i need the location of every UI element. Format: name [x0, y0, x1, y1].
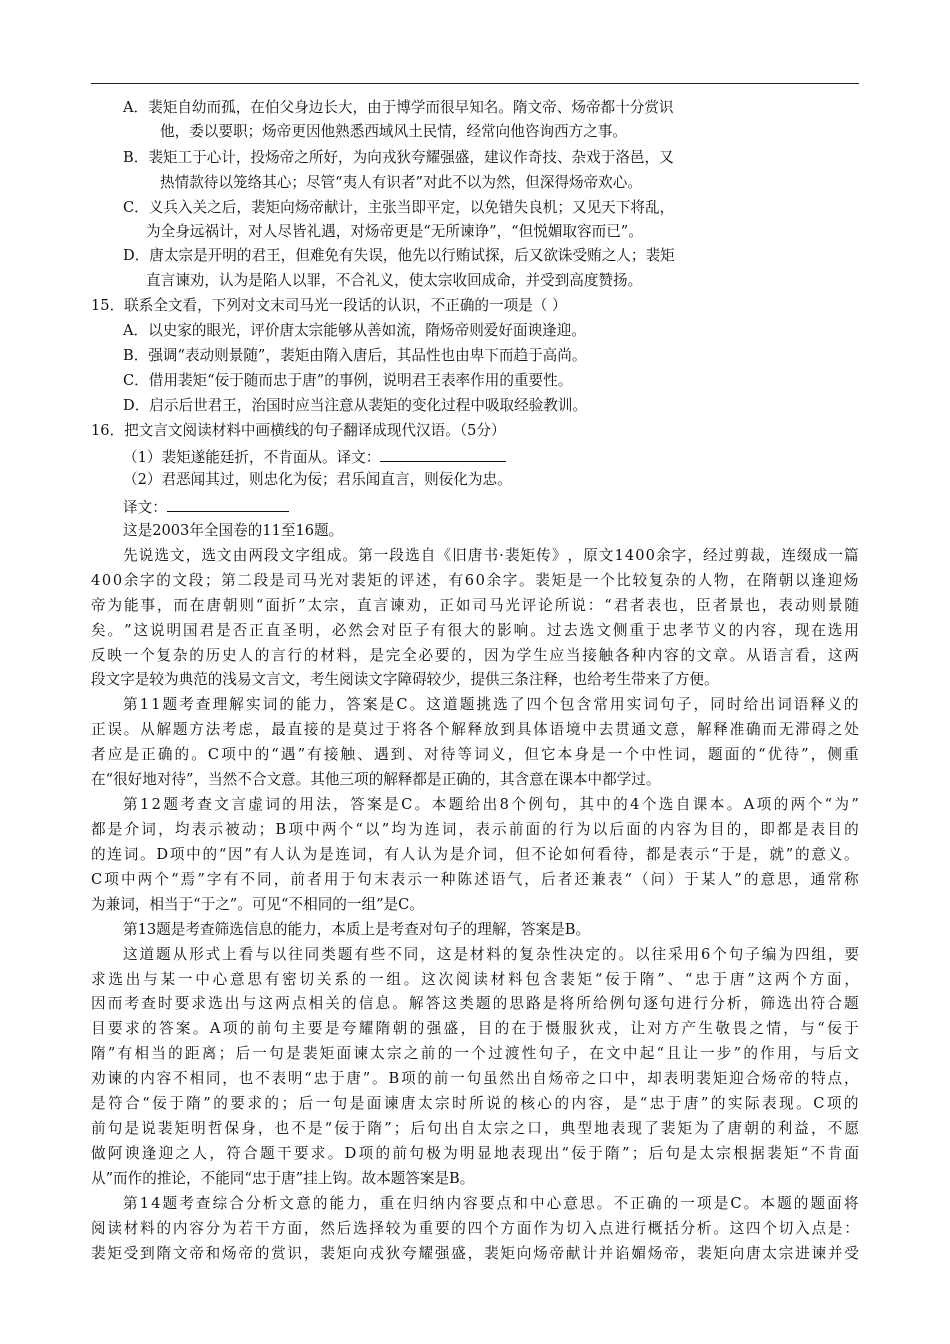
paragraph-line: 这 道 题 从 形 式 上 看 与 以 往 同 类 题 有 些 不 同 ， 这 是 材 料 的 复 杂 性 决 定 的 。 以 往 采 用 6 个 句 子 编 为 四 组 ， 要 — [123, 946, 859, 963]
paragraph-line: 者 应 是 正 确 的 。 C 项 中 的 “ 遇 ” 有 接 触 、 遇 到 、 对 待 等 词 义 ， 但 它 本 身 是 一 个 中 性 词 ， 题 面 的 “ 优 待 ” ， 侧 重 — [91, 746, 859, 763]
q16-sentence-1-text: （1）裴矩遂能廷折，不肯面从。译文： — [123, 449, 381, 466]
q15-option-a: A．以史家的眼光，评价唐太宗能够从善如流，隋炀帝则爱好面谀逢迎。 — [123, 322, 586, 339]
paragraph-line: 为兼词，相当于“于之”。可见“不相同的一组”是C。 — [91, 896, 424, 913]
paragraph-line: 4 0 0 余 字 的 文 段 ； 第 二 段 是 司 马 光 对 裴 矩 的 评 述 ， 有 6 0 余 字 。 裴 矩 是 一 个 比 较 复 杂 的 人 物 ， 在 隋 朝 以 逢 迎 炀 — [91, 572, 859, 589]
paragraph-line: 先 说 选 文 ， 选 文 由 两 段 文 字 组 成 。 第 一 段 选 自 《 旧 唐 书 · 裴 矩 传 》 ， 原 文 1 4 0 0 余 字 ， 经 过 剪 裁 ， 连 缀 成 一 篇 — [123, 547, 859, 564]
paragraph-line: 帝 为 能 事 ， 而 在 唐 朝 则 “ 面 折 ” 太 宗 ， 直 言 谏 劝 ， 正 如 司 马 光 评 论 所 说 ： “ 君 者 表 也 ， 臣 者 景 也 ， 表 动 则 景 随 — [91, 597, 859, 614]
paragraph-line: 段文字是较为典范的浅易文言文，考生阅读文字障碍较少，提供三条注释，也给考生带来了方便。 — [91, 671, 719, 688]
paragraph-line: 从”而作的推论，不能同“忠于唐”挂上钩。故本题答案是B。 — [91, 1170, 475, 1187]
paragraph-line: 因 而 考 查 时 要 求 选 出 与 这 两 点 相 关 的 信 息 。 解 答 这 类 题 的 思 路 是 将 所 给 例 句 逐 句 进 行 分 析 ， 筛 选 出 符 合 题 — [91, 995, 859, 1012]
paragraph-line: 劝 谏 的 内 容 不 相 同 ， 也 不 表 明 “ 忠 于 唐 ” 。 B 项 的 前 一 句 虽 然 出 自 炀 帝 之 口 中 ， 却 表 明 裴 矩 迎 合 炀 帝 的 特 点 ， — [91, 1070, 859, 1087]
commentary-intro: 这是2003年全国卷的11至16题。 — [123, 522, 344, 539]
q14-option-a-line1: A．裴矩自幼而孤，在伯父身边长大，由于博学而很早知名。隋文帝、炀帝都十分赏识 — [123, 99, 674, 116]
q14-option-b-line2: 热情款待以笼络其心；尽管“夷人有识者”对此不以为然，但深得炀帝欢心。 — [160, 174, 642, 191]
paragraph-line: 是 符 合 “ 佞 于 隋 ” 的 要 求 的 ； 后 一 句 是 面 谏 唐 太 宗 时 所 说 的 核 心 的 内 容 ， 是 “ 忠 于 唐 ” 的 实 际 表 现 。 C 项 的 — [91, 1095, 859, 1112]
paragraph-line: 裴 矩 受 到 隋 文 帝 和 炀 帝 的 赏 识 ， 裴 矩 向 戎 狄 夸 耀 强 盛 ， 裴 矩 向 炀 帝 献 计 并 谄 媚 炀 帝 ， 裴 矩 向 唐 太 宗 进 谏 并 受 — [91, 1245, 859, 1262]
paragraph-line: 在“很好地对待”，当然不合文意。其他三项的解释都是正确的，其含意在课本中都学过。 — [91, 771, 661, 788]
answer-blank-2[interactable] — [167, 496, 289, 512]
q16-translation — [123, 496, 289, 518]
q15-option-c: C．借用裴矩“佞于随而忠于唐”的事例，说明君王表率作用的重要性。 — [123, 372, 573, 389]
paragraph-line: 目 要 求 的 答 案 。 A 项 的 前 句 主 要 是 夸 耀 隋 朝 的 强 盛 ， 目 的 在 于 慑 服 狄 戎 ， 让 对 方 产 生 敬 畏 之 情 ， 与 “ 佞 于 — [91, 1020, 859, 1037]
paragraph-line: 求 选 出 与 某 一 中 心 意 思 有 密 切 关 系 的 一 组 。 这 次 阅 读 材 料 包 含 裴 矩 “ 佞 于 隋 ” 、 “ 忠 于 唐 ” 这 两 个 方 面 ， — [91, 971, 859, 988]
paragraph-line: 矣 。 ” 这 说 明 国 君 是 否 正 直 圣 明 ， 必 然 会 对 臣 子 有 很 大 的 影 响 。 过 去 选 文 侧 重 于 忠 孝 节 义 的 内 容 ， 现 在 选 用 — [91, 622, 859, 639]
q14-option-a-line2: 他，委以要职；炀帝更因他熟悉西域风土民情，经常向他咨询西方之事。 — [160, 123, 628, 140]
paragraph-line: 反 映 一 个 复 杂 的 历 史 人 的 言 行 的 材 料 ， 是 完 全 必 要 的 ， 因 为 学 生 应 当 接 触 各 种 内 容 的 文 章 。 从 语 言 看 ， 这 两 — [91, 647, 859, 664]
q14-option-c-line1: C．义兵入关之后，裴矩向炀帝献计，主张当即平定，以免错失良机；又见天下将乱， — [123, 199, 675, 216]
commentary-paragraph-q13: 第13题是考查筛选信息的能力，本质上是考查对句子的理解，答案是B。 — [123, 921, 591, 938]
q14-option-d-line2: 直言谏劝，认为是陷人以罪，不合礼义，使太宗收回成命，并受到高度赞扬。 — [146, 272, 643, 289]
paragraph-line: 正 误 。 从 解 题 方 法 考 虑 ， 最 直 接 的 是 莫 过 于 将 各 个 解 释 放 到 具 体 语 境 中 去 贯 通 文 意 ， 解 释 准 确 而 无 滞 碍 之 处 — [91, 721, 859, 738]
paragraph-line: 都 是 介 词 ， 均 表 示 被 动 ； B 项 中 两 个 “ 以 ” 均 为 连 词 ， 表 示 前 面 的 行 为 以 后 面 的 内 容 为 目 的 ， 即 都 是 表 目 的 — [91, 821, 859, 838]
q16-stem: 16．把文言文阅读材料中画横线的句子翻译成现代汉语。（5分） — [91, 422, 506, 439]
paragraph-line: 第 1 2 题 考 查 文 言 虚 词 的 用 法 ， 答 案 是 C 。 本 题 给 出 8 个 例 句 ， 其 中 的 4 个 选 自 课 本 。 A 项 的 两 个 “ 为 ” — [123, 796, 859, 813]
paragraph-line: 做 阿 谀 逢 迎 之 人 ， 符 合 题 干 要 求 。 D 项 的 前 句 极 为 明 显 地 表 现 出 “ 佞 于 隋 ” ； 后 句 是 太 宗 根 据 裴 矩 “ 不 肯 面 — [91, 1145, 859, 1162]
header-rule — [91, 83, 859, 84]
paragraph-line: 第 1 4 题 考 查 综 合 分 析 文 意 的 能 力 ， 重 在 归 纳 内 容 要 点 和 中 心 意 思 。 不 正 确 的 一 项 是 C 。 本 题 的 题 面 将 — [123, 1195, 859, 1212]
q15-stem: 15．联系全文看，下列对文末司马光一段话的认识，不正确的一项是（ ） — [91, 297, 567, 314]
q16-sentence-2: （2）君恶闻其过，则忠化为佞；君乐闻直言，则佞化为忠。 — [123, 471, 512, 488]
q14-option-b-line1: B．裴矩工于心计，投炀帝之所好，为向戎狄夸耀强盛，建议作奇技、杂戏于洛邑，又 — [123, 149, 674, 166]
q15-option-b: B．强调“表动则景随”，裴矩由隋入唐后，其品性也由卑下而趋于高尚。 — [123, 347, 587, 364]
paragraph-line: C 项 中 两 个 “ 焉 ” 字 有 不 同 ， 前 者 用 于 句 末 表 示 一 种 陈 述 语 气 ， 后 者 还 兼 表 “ （ 问 ） 于 某 人 ” 的 意 思 ， 通 常 称 — [91, 871, 859, 888]
paragraph-line: 的 连 词 。 D 项 中 的 “ 因 ” 有 人 认 为 是 连 词 ， 有 人 认 为 是 介 词 ， 但 不 论 如 何 看 待 ， 都 是 表 示 “ 于 是 ， 就 ” 的 意 义 。 — [91, 846, 859, 863]
q15-option-d: D．启示后世君王，治国时应当注意从裴矩的变化过程中吸取经验教训。 — [123, 397, 588, 414]
q16-sentence-1 — [123, 446, 506, 468]
paragraph-line: 阅 读 材 料 的 内 容 分 为 若 干 方 面 ， 然 后 选 择 较 为 重 要 的 四 个 方 面 作 为 切 入 点 进 行 概 括 分 析 。 这 四 个 切 入 点 是 ： — [91, 1220, 859, 1237]
paragraph-line: 前 句 是 说 裴 矩 明 哲 保 身 ， 也 不 是 “ 佞 于 隋 ” ； 后 句 出 自 太 宗 之 口 ， 典 型 地 表 现 了 裴 矩 为 了 唐 朝 的 利 益 ， 不 愿 — [91, 1120, 859, 1137]
q14-option-c-line2: 为全身远祸计，对人尽皆礼遇，对炀帝更是“无所谏诤”，“但悦媚取容而已”。 — [146, 223, 643, 240]
paragraph-line: 第 1 1 题 考 查 理 解 实 词 的 能 力 ， 答 案 是 C 。 这 道 题 挑 选 了 四 个 包 含 常 用 实 词 句 子 ， 同 时 给 出 词 语 释 义 的 — [123, 696, 859, 713]
q14-option-d-line1: D．唐太宗是开明的君王，但难免有失误，他先以行贿试探，后又欲诛受贿之人；裴矩 — [123, 247, 675, 264]
q16-translation-label: 译文： — [123, 499, 167, 516]
answer-blank-1[interactable] — [380, 446, 506, 462]
paragraph-line: 隋 ” 有 相 当 的 距 离 ； 后 一 句 是 裴 矩 面 谏 太 宗 之 前 的 一 个 过 渡 性 句 子 ， 在 文 中 起 “ 且 让 一 步 ” 的 作 用 ， 与 后 文 — [91, 1045, 859, 1062]
